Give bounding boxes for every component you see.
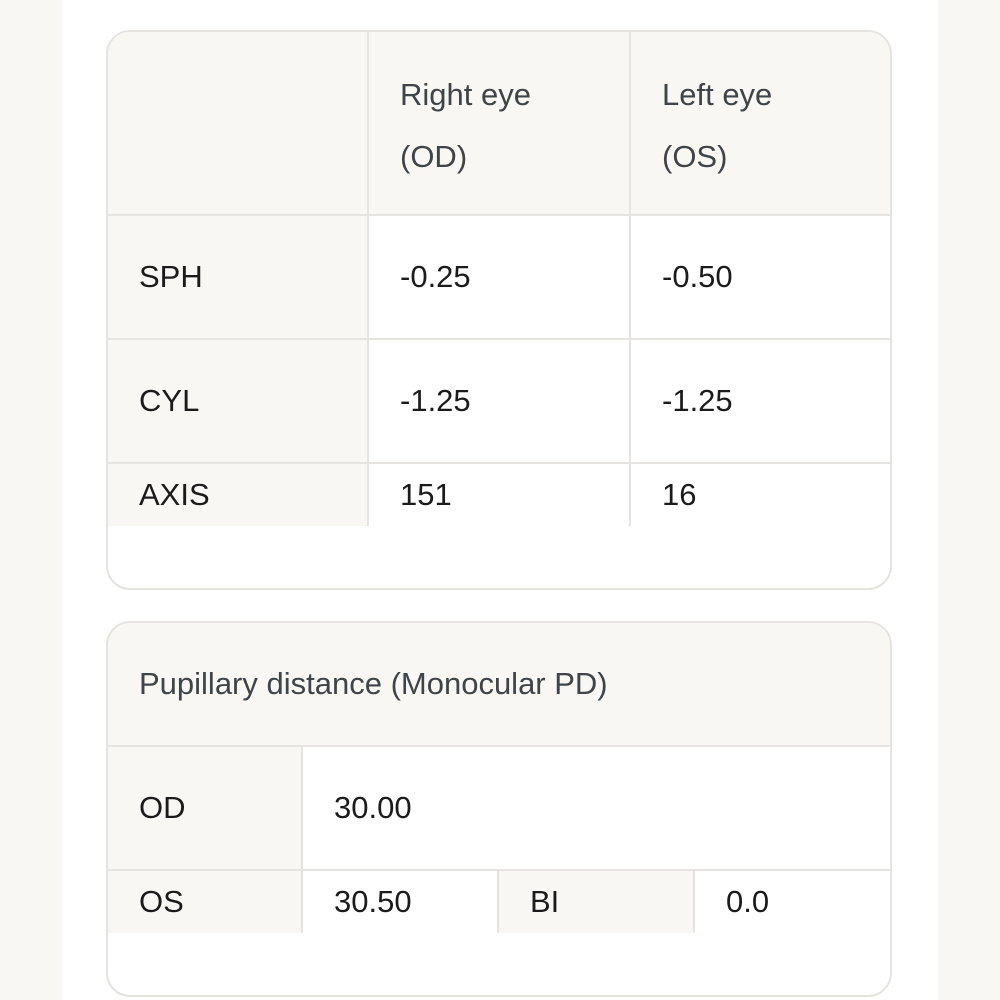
pd-bi-value: 0.0: [726, 884, 770, 919]
axis-right-value: 151: [369, 464, 631, 526]
sph-right-value: -0.25: [369, 216, 631, 340]
pd-os-value: 30.50: [303, 871, 499, 933]
row-label-sph: SPH: [108, 216, 369, 340]
pd-bi-label: BI: [499, 871, 695, 933]
pd-title: Pupillary distance (Monocular PD): [108, 623, 890, 747]
sph-left-value: -0.50: [631, 216, 890, 340]
header-empty-cell: [108, 32, 369, 216]
header-right-eye: Right eye (OD): [369, 32, 631, 216]
pd-od-value: 30.00: [303, 747, 890, 871]
prescription-table: [106, 30, 892, 590]
cyl-left-value: -1.25: [631, 340, 890, 464]
cyl-right-value: -1.25: [369, 340, 631, 464]
pd-od-label: OD: [108, 747, 303, 871]
row-label-axis: AXIS: [108, 464, 369, 526]
pupillary-distance-table: [106, 621, 892, 997]
header-left-eye: Left eye (OS): [631, 32, 890, 216]
row-label-cyl: CYL: [108, 340, 369, 464]
pd-os-label: OS: [108, 871, 303, 933]
axis-left-value: 16: [662, 477, 697, 512]
